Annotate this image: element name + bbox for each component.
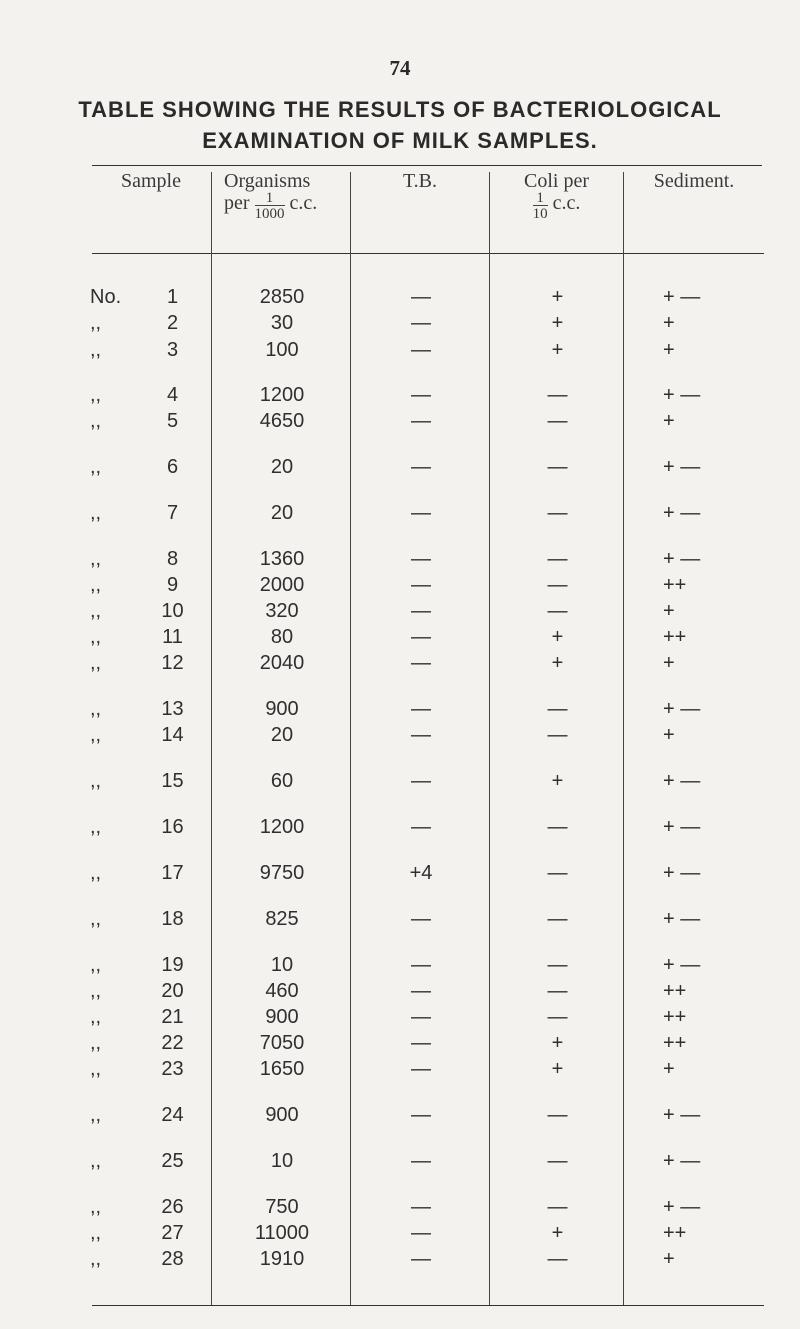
header-coli-fraction bbox=[533, 192, 548, 221]
tb-result: — bbox=[411, 410, 431, 432]
header-organisms-unit: c.c. bbox=[289, 192, 318, 214]
coli-result: — bbox=[547, 410, 568, 432]
organisms-count: 1650 bbox=[259, 1058, 305, 1080]
table-title-line-2: EXAMINATION OF MILK SAMPLES. bbox=[202, 128, 598, 153]
header-coli bbox=[490, 170, 623, 221]
organisms-count: 320 bbox=[265, 600, 299, 622]
sediment-result: + — bbox=[663, 286, 701, 308]
tb-result: +4 bbox=[409, 862, 433, 884]
coli-result: + bbox=[551, 312, 564, 334]
sample-number: 16 bbox=[161, 816, 184, 838]
sample-number: 12 bbox=[161, 652, 184, 674]
sample-number: 1 bbox=[166, 286, 179, 308]
sample-number: 11 bbox=[162, 626, 183, 648]
row-prefix: ,, bbox=[90, 1058, 102, 1080]
tb-result: — bbox=[411, 456, 431, 478]
tb-result: — bbox=[411, 652, 431, 674]
organisms-count: 20 bbox=[270, 724, 294, 746]
header-organisms-label: Organisms bbox=[224, 170, 311, 192]
coli-result: — bbox=[547, 384, 568, 406]
organisms-count: 20 bbox=[270, 456, 294, 478]
coli-result: + bbox=[551, 339, 564, 361]
table-top-rule bbox=[92, 165, 762, 166]
organisms-count: 2850 bbox=[259, 286, 305, 308]
row-prefix: ,, bbox=[90, 1150, 102, 1172]
sample-number: 24 bbox=[161, 1104, 184, 1126]
organisms-count: 900 bbox=[265, 1104, 299, 1126]
tb-result: — bbox=[411, 816, 431, 838]
coli-result: — bbox=[547, 862, 568, 884]
coli-result: — bbox=[547, 1006, 568, 1028]
header-coli-frac-den: 10 bbox=[532, 206, 548, 222]
sediment-result: + — bbox=[663, 548, 701, 570]
coli-result: — bbox=[547, 1104, 568, 1126]
coli-result: — bbox=[547, 954, 568, 976]
header-organisms-prefix: per bbox=[224, 192, 250, 214]
row-prefix: ,, bbox=[90, 410, 102, 432]
row-prefix: ,, bbox=[90, 1032, 102, 1054]
row-prefix: ,, bbox=[90, 770, 102, 792]
sample-number: 5 bbox=[166, 410, 179, 432]
sediment-result: + bbox=[663, 724, 675, 746]
sediment-result: + — bbox=[663, 1150, 701, 1172]
header-sample-label: Sample bbox=[121, 170, 181, 192]
page-number: 74 bbox=[389, 56, 411, 80]
tb-result: — bbox=[411, 1196, 431, 1218]
header-organisms-frac-num: 1 bbox=[255, 192, 285, 206]
coli-result: — bbox=[547, 548, 568, 570]
tb-result: — bbox=[411, 574, 431, 596]
sediment-result: ++ bbox=[663, 1006, 687, 1028]
tb-result: — bbox=[411, 502, 431, 524]
sample-number: 28 bbox=[161, 1248, 184, 1270]
tb-result: — bbox=[411, 1006, 431, 1028]
tb-result: — bbox=[411, 1032, 431, 1054]
coli-result: — bbox=[547, 600, 568, 622]
sample-number: 9 bbox=[166, 574, 179, 596]
sediment-result: + bbox=[663, 312, 675, 334]
sediment-result: + — bbox=[663, 954, 701, 976]
sediment-result: + bbox=[663, 339, 675, 361]
sediment-result: + — bbox=[663, 816, 701, 838]
sample-number: 25 bbox=[161, 1150, 184, 1172]
coli-result: — bbox=[547, 698, 568, 720]
tb-result: — bbox=[411, 1248, 431, 1270]
sediment-result: + — bbox=[663, 698, 701, 720]
tb-result: — bbox=[411, 1222, 431, 1244]
coli-result: + bbox=[551, 1032, 564, 1054]
coli-result: + bbox=[551, 770, 564, 792]
coli-result: — bbox=[547, 980, 568, 1002]
header-sediment bbox=[624, 170, 764, 192]
header-coli-unit: c.c. bbox=[552, 192, 581, 214]
coli-result: — bbox=[547, 816, 568, 838]
row-prefix: ,, bbox=[90, 816, 102, 838]
coli-result: — bbox=[547, 456, 568, 478]
sample-number: 19 bbox=[161, 954, 184, 976]
tb-result: — bbox=[411, 770, 431, 792]
sample-number: 4 bbox=[166, 384, 179, 406]
organisms-count: 1200 bbox=[259, 816, 305, 838]
header-tb-label: T.B. bbox=[402, 170, 438, 192]
tb-result: — bbox=[411, 908, 431, 930]
sample-number: 2 bbox=[166, 312, 179, 334]
sample-number: 3 bbox=[166, 339, 179, 361]
tb-result: — bbox=[411, 724, 431, 746]
header-coli-frac-num: 1 bbox=[533, 192, 548, 206]
row-prefix: ,, bbox=[90, 1006, 102, 1028]
header-sample bbox=[92, 170, 210, 192]
row-prefix: ,, bbox=[90, 339, 102, 361]
sample-number: 27 bbox=[161, 1222, 184, 1244]
sediment-result: + — bbox=[663, 384, 701, 406]
coli-result: — bbox=[547, 574, 568, 596]
tb-result: — bbox=[411, 312, 431, 334]
organisms-count: 460 bbox=[265, 980, 299, 1002]
row-prefix: ,, bbox=[90, 1196, 102, 1218]
row-prefix: ,, bbox=[90, 600, 102, 622]
coli-result: — bbox=[547, 502, 568, 524]
organisms-count: 9750 bbox=[259, 862, 305, 884]
organisms-count: 20 bbox=[270, 502, 294, 524]
sediment-result: + bbox=[663, 410, 675, 432]
header-tb bbox=[351, 170, 489, 192]
organisms-count: 900 bbox=[265, 698, 299, 720]
sediment-result: + — bbox=[663, 1196, 701, 1218]
sample-number: 7 bbox=[166, 502, 179, 524]
organisms-count: 825 bbox=[265, 908, 299, 930]
tb-result: — bbox=[411, 1104, 431, 1126]
row-prefix: ,, bbox=[90, 548, 102, 570]
sediment-result: + — bbox=[663, 862, 701, 884]
organisms-count: 7050 bbox=[259, 1032, 305, 1054]
row-prefix: ,, bbox=[90, 980, 102, 1002]
sediment-result: + — bbox=[663, 456, 701, 478]
coli-result: + bbox=[551, 286, 564, 308]
row-prefix: ,, bbox=[90, 502, 102, 524]
organisms-count: 2040 bbox=[259, 652, 305, 674]
organisms-count: 30 bbox=[270, 312, 294, 334]
sediment-result: + bbox=[663, 1058, 675, 1080]
row-prefix: ,, bbox=[90, 1222, 102, 1244]
sample-number: 8 bbox=[166, 548, 179, 570]
tb-result: — bbox=[411, 698, 431, 720]
sample-number: 17 bbox=[161, 862, 184, 884]
tb-result: — bbox=[411, 954, 431, 976]
tb-result: — bbox=[411, 384, 431, 406]
organisms-count: 60 bbox=[270, 770, 294, 792]
sediment-result: ++ bbox=[663, 1032, 687, 1054]
row-prefix: ,, bbox=[90, 1248, 102, 1270]
coli-result: — bbox=[547, 1196, 568, 1218]
header-organisms-fraction bbox=[255, 192, 285, 221]
organisms-count: 10 bbox=[270, 954, 294, 976]
organisms-count: 2000 bbox=[259, 574, 305, 596]
header-organisms-frac-den: 1000 bbox=[254, 206, 285, 222]
row-prefix: ,, bbox=[90, 312, 102, 334]
row-prefix: ,, bbox=[90, 574, 102, 596]
organisms-count: 900 bbox=[265, 1006, 299, 1028]
organisms-count: 1200 bbox=[259, 384, 305, 406]
sediment-result: ++ bbox=[663, 980, 687, 1002]
tb-result: — bbox=[411, 339, 431, 361]
sample-number: 20 bbox=[161, 980, 184, 1002]
tb-result: — bbox=[411, 286, 431, 308]
sample-number: 21 bbox=[161, 1006, 184, 1028]
sediment-result: + bbox=[663, 1248, 675, 1270]
coli-result: — bbox=[547, 1150, 568, 1172]
table-bottom-rule bbox=[92, 1305, 764, 1306]
row-prefix: ,, bbox=[90, 954, 102, 976]
column-divider-2 bbox=[350, 172, 351, 1305]
sample-number: 26 bbox=[161, 1196, 184, 1218]
coli-result: — bbox=[547, 1248, 568, 1270]
tb-result: — bbox=[411, 626, 431, 648]
header-coli-label: Coli per bbox=[524, 170, 589, 192]
organisms-count: 750 bbox=[265, 1196, 299, 1218]
tb-result: — bbox=[411, 548, 431, 570]
sediment-result: + bbox=[663, 600, 675, 622]
coli-result: — bbox=[547, 724, 568, 746]
header-organisms bbox=[212, 170, 350, 221]
sample-number: 18 bbox=[161, 908, 184, 930]
coli-result: + bbox=[551, 1222, 564, 1244]
row-prefix: ,, bbox=[90, 1104, 102, 1126]
organisms-count: 10 bbox=[270, 1150, 294, 1172]
organisms-count: 80 bbox=[270, 626, 294, 648]
tb-result: — bbox=[411, 980, 431, 1002]
sediment-result: ++ bbox=[663, 574, 687, 596]
organisms-count: 1360 bbox=[259, 548, 305, 570]
sediment-result: + — bbox=[663, 502, 701, 524]
sample-number: 13 bbox=[161, 698, 184, 720]
organisms-count: 11000 bbox=[254, 1222, 310, 1244]
row-prefix: ,, bbox=[90, 456, 102, 478]
row-prefix: ,, bbox=[90, 724, 102, 746]
coli-result: + bbox=[551, 626, 564, 648]
row-prefix: ,, bbox=[90, 652, 102, 674]
header-bottom-rule bbox=[92, 253, 764, 254]
organisms-count: 100 bbox=[265, 339, 299, 361]
row-prefix: ,, bbox=[90, 862, 102, 884]
sediment-result: + — bbox=[663, 908, 701, 930]
sample-number: 10 bbox=[161, 600, 184, 622]
tb-result: — bbox=[411, 1150, 431, 1172]
tb-result: — bbox=[411, 1058, 431, 1080]
row-prefix: ,, bbox=[90, 626, 102, 648]
organisms-count: 4650 bbox=[259, 410, 305, 432]
tb-result: — bbox=[411, 600, 431, 622]
sample-number: 22 bbox=[161, 1032, 184, 1054]
sample-number: 15 bbox=[161, 770, 184, 792]
sediment-result: + — bbox=[663, 1104, 701, 1126]
sediment-result: + bbox=[663, 652, 675, 674]
table-title-line-1: TABLE SHOWING THE RESULTS OF BACTERIOLOGICAL bbox=[78, 97, 722, 122]
header-sediment-label: Sediment. bbox=[653, 170, 735, 192]
row-prefix: ,, bbox=[90, 384, 102, 406]
sediment-result: + — bbox=[663, 770, 701, 792]
row-prefix: ,, bbox=[90, 698, 102, 720]
sediment-result: ++ bbox=[663, 626, 687, 648]
sediment-result: ++ bbox=[663, 1222, 687, 1244]
organisms-count: 1910 bbox=[259, 1248, 305, 1270]
sample-number: 6 bbox=[166, 456, 179, 478]
coli-result: — bbox=[547, 908, 568, 930]
column-divider-1 bbox=[211, 172, 212, 1305]
row-prefix: ,, bbox=[90, 908, 102, 930]
coli-result: + bbox=[551, 652, 564, 674]
sample-number: 14 bbox=[161, 724, 184, 746]
row-prefix: No. bbox=[90, 286, 122, 308]
sample-number: 23 bbox=[161, 1058, 184, 1080]
coli-result: + bbox=[551, 1058, 564, 1080]
